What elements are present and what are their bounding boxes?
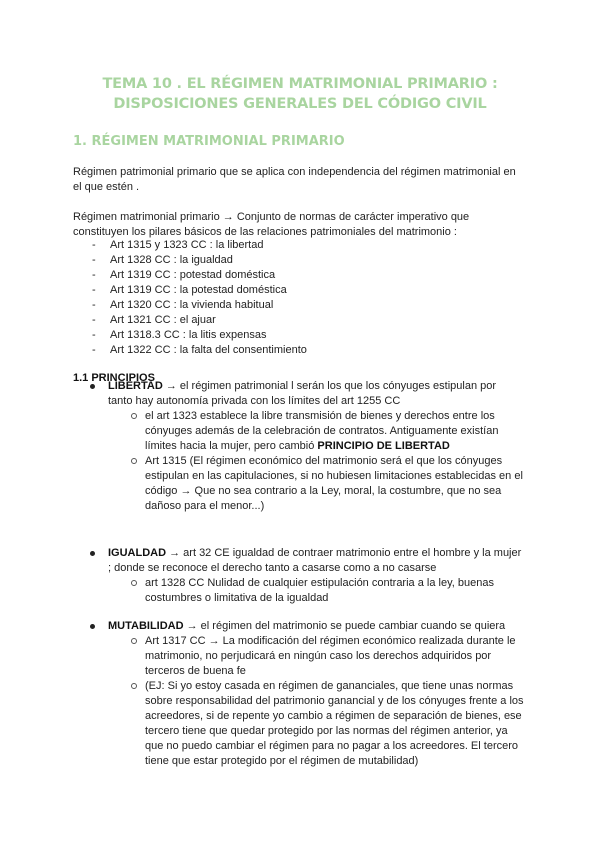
paragraph-line: constituyen los pilares básicos de las relaciones patrimoniales del matrimonio : bbox=[73, 226, 457, 238]
dash-bullet-icon: - bbox=[92, 239, 96, 251]
principle-term: LIBERTAD bbox=[108, 380, 163, 392]
list-item: Art 1315 y 1323 CC : la libertad bbox=[110, 239, 264, 251]
principle-mutabilidad bbox=[108, 619, 505, 633]
sub-item-line: acreedores, si de repente yo cambio a régimen de separación de bienes, ese bbox=[145, 710, 522, 722]
section-heading: 1. RÉGIMEN MATRIMONIAL PRIMARIO bbox=[73, 134, 345, 149]
sub-item-line: tiene que estar protegido por el régimen de mutabilidad) bbox=[145, 755, 419, 767]
sub-bullet-icon bbox=[131, 638, 137, 644]
sub-item-line: que no puedo cambiar el régimen para no pagar a los acreedores. El tercero bbox=[145, 740, 519, 752]
principle-igualdad bbox=[108, 546, 521, 560]
sub-item-line: sobre responsabilidad del patrimonio ganancial y de los cónyuges frente a los bbox=[145, 695, 524, 707]
paragraph-line: el que estén . bbox=[73, 181, 140, 193]
sub-bullet-icon bbox=[131, 580, 137, 586]
sub-item-line: (EJ: Si yo estoy casada en régimen de gananciales, que tiene unas normas bbox=[145, 680, 514, 692]
list-item: Art 1328 CC : la igualdad bbox=[110, 254, 233, 266]
principle-text: tanto hay autonomía privada con los límites del art 1255 CC bbox=[108, 395, 401, 407]
subsection-heading: 1.1 PRINCIPIOS bbox=[73, 372, 155, 384]
sub-item-text: límites hacia la mujer, pero cambió bbox=[145, 440, 318, 452]
document-title-line-2: DISPOSICIONES GENERALES DEL CÓDIGO CIVIL bbox=[113, 96, 487, 112]
sub-item-line: dañoso para el menor...) bbox=[145, 500, 265, 512]
sub-bullet-icon bbox=[131, 413, 137, 419]
bullet-icon bbox=[90, 551, 95, 556]
sub-item-line: art 1328 CC Nulidad de cualquier estipulación contraria a la ley, buenas bbox=[145, 577, 494, 589]
dash-bullet-icon: - bbox=[92, 254, 96, 266]
sub-item-line: tercero tiene que quedar protegido por las normas del régimen anterior, ya bbox=[145, 725, 508, 737]
sub-item-line: Art 1317 CC → La modificación del régimen económico realizada durante le bbox=[145, 635, 516, 647]
list-item: Art 1318.3 CC : la litis expensas bbox=[110, 329, 267, 341]
bullet-icon bbox=[90, 624, 95, 629]
list-item: Art 1321 CC : el ajuar bbox=[110, 314, 216, 326]
dash-bullet-icon: - bbox=[92, 344, 96, 356]
dash-bullet-icon: - bbox=[92, 329, 96, 341]
principle-text: ; donde se reconoce el derecho tanto a casarse como a no casarse bbox=[108, 562, 437, 574]
sub-item-line: Art 1315 (El régimen económico del matrimonio será el que los cónyuges bbox=[145, 455, 503, 467]
sub-item-line: código → Que no sea contrario a la Ley, moral, la costumbre, que no sea bbox=[145, 485, 502, 497]
dash-bullet-icon: - bbox=[92, 314, 96, 326]
list-item: Art 1319 CC : potestad doméstica bbox=[110, 269, 276, 281]
sub-item-line: el art 1323 establece la libre transmisión de bienes y derechos entre los bbox=[145, 410, 495, 422]
list-item: Art 1320 CC : la vivienda habitual bbox=[110, 299, 274, 311]
dash-bullet-icon: - bbox=[92, 269, 96, 281]
sub-item-line: matrimonio, no perjudicará en ningún caso los derechos adquiridos por bbox=[145, 650, 492, 662]
principle-text: → art 32 CE igualdad de contraer matrimonio entre el hombre y la mujer bbox=[166, 547, 522, 559]
principle-term: IGUALDAD bbox=[108, 547, 167, 559]
emphasis-text: PRINCIPIO DE LIBERTAD bbox=[317, 440, 450, 452]
principle-text: → el régimen patrimonial l serán los que los cónyuges estipulan por bbox=[162, 380, 497, 392]
sub-item-line: costumbres o limitativa de la igualdad bbox=[145, 592, 329, 604]
sub-bullet-icon bbox=[131, 683, 137, 689]
sub-item-line: cónyuges además de la celebración de contratos. Antiguamente existían bbox=[145, 425, 499, 437]
dash-bullet-icon: - bbox=[92, 284, 96, 296]
paragraph-line: Régimen matrimonial primario → Conjunto de normas de carácter imperativo que bbox=[73, 211, 470, 223]
sub-item-line bbox=[145, 439, 450, 453]
principle-term: MUTABILIDAD bbox=[108, 620, 184, 632]
principle-libertad bbox=[108, 379, 496, 393]
dash-bullet-icon: - bbox=[92, 299, 96, 311]
document-title-line-1: TEMA 10 . EL RÉGIMEN MATRIMONIAL PRIMARIO : bbox=[102, 76, 498, 92]
principle-text: → el régimen del matrimonio se puede cambiar cuando se quiera bbox=[183, 620, 506, 632]
sub-item-line: terceros de buena fe bbox=[145, 665, 246, 677]
sub-bullet-icon bbox=[131, 458, 137, 464]
list-item: Art 1322 CC : la falta del consentimiento bbox=[110, 344, 307, 356]
sub-item-line: estipulan en las capitulaciones, si no hubiesen limitaciones establecidas en el bbox=[145, 470, 523, 482]
list-item: Art 1319 CC : la potestad doméstica bbox=[110, 284, 287, 296]
bullet-icon bbox=[90, 384, 95, 389]
paragraph-line: Régimen patrimonial primario que se aplica con independencia del régimen matrimonial en bbox=[73, 166, 516, 178]
